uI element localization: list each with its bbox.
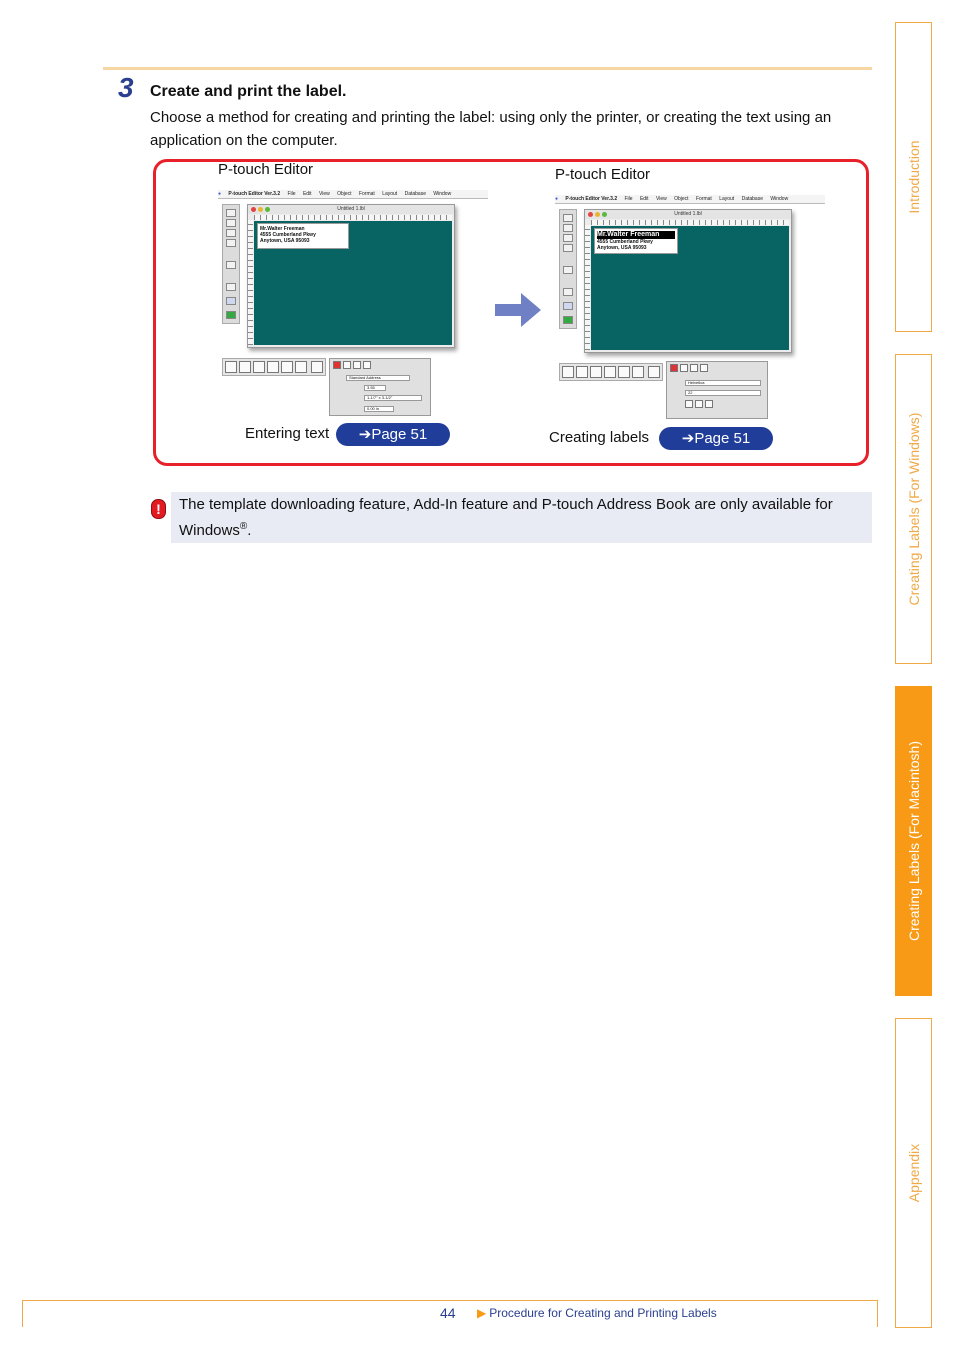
method-1-caption: Entering text (245, 425, 330, 442)
font-size-select[interactable]: 22 (685, 390, 761, 396)
zoom-tool-icon[interactable] (563, 288, 573, 296)
toolbar-button-4[interactable] (267, 361, 279, 373)
line-tool-icon[interactable] (226, 229, 236, 237)
menu-view[interactable]: View (318, 191, 330, 197)
toolbar-button-3[interactable] (253, 361, 265, 373)
toolbar-button-1[interactable] (225, 361, 237, 373)
menu-object[interactable]: Object (337, 191, 352, 197)
menu-bar (555, 195, 825, 204)
menu-layout[interactable]: Layout (719, 196, 735, 202)
paper-tab-icon[interactable] (670, 364, 678, 372)
side-tab-introduction[interactable] (895, 22, 932, 332)
horizontal-ruler (591, 220, 789, 225)
bold-style-icon[interactable] (685, 400, 693, 408)
menu-format[interactable]: Format (695, 196, 712, 202)
note-text: The template downloading feature, Add-In feature and P-touch Address Book are only available for Windows (179, 496, 833, 539)
vertical-ruler (248, 220, 253, 345)
toolbar-button-7[interactable] (311, 361, 323, 373)
layout-toolbar (222, 358, 326, 376)
footer-rule (22, 1300, 878, 1301)
method-2-caption: Creating labels (549, 429, 650, 446)
menu-app[interactable]: P-touch Editor Ver.3.2 (228, 191, 281, 197)
frame-tool-icon[interactable] (563, 266, 573, 274)
label-line-street: 4555 Cumberland Pkwy (260, 232, 316, 238)
text-tool-icon[interactable] (226, 219, 236, 227)
side-tab-label: Creating Labels (For Windows) (905, 412, 922, 606)
section-rule (103, 67, 872, 70)
step-number: 3 (118, 72, 134, 103)
vertical-ruler (585, 225, 590, 350)
footer-link[interactable] (477, 1306, 717, 1320)
print-tab-icon[interactable] (363, 361, 371, 369)
select-tool-icon[interactable] (563, 214, 573, 222)
shape-tool-icon[interactable] (226, 239, 236, 247)
menu-app[interactable]: P-touch Editor Ver.3.2 (565, 196, 618, 202)
toolbar-button-1[interactable] (562, 366, 574, 378)
label-line-city: Anytown, USA 95093 (597, 245, 647, 251)
layout-tab-icon[interactable] (353, 361, 361, 369)
layout-toolbar (559, 363, 663, 381)
side-tab-label: Introduction (905, 140, 922, 214)
side-tab-appendix[interactable] (895, 1018, 932, 1328)
tool-palette (222, 204, 240, 324)
italic-style-icon[interactable] (695, 400, 703, 408)
method-1-app-label: P-touch Editor (218, 161, 314, 178)
warning-icon: ! (151, 499, 166, 519)
menu-edit[interactable]: Edit (302, 191, 312, 197)
property-palette (329, 358, 431, 416)
step-title: Create and print the label. (150, 83, 347, 100)
zoom-icon[interactable] (602, 212, 607, 217)
outline-style-icon[interactable] (705, 400, 713, 408)
method-2-page-link[interactable]: ➔Page 51 (659, 427, 773, 450)
text-tool-icon[interactable] (563, 224, 573, 232)
menu-database[interactable]: Database (741, 196, 763, 202)
method-2-app-label: P-touch Editor (555, 166, 651, 183)
right-arrow-icon (495, 293, 541, 327)
close-icon[interactable] (251, 207, 256, 212)
print-tool-icon[interactable] (226, 311, 236, 319)
print-tab-icon[interactable] (700, 364, 708, 372)
length-field[interactable]: 3.55 (364, 385, 386, 391)
side-tab-windows[interactable] (895, 354, 932, 664)
menu-file[interactable]: File (624, 196, 633, 202)
database-tool-icon[interactable] (226, 297, 236, 305)
screenshot-creating-labels (555, 195, 827, 425)
toolbar-button-4[interactable] (604, 366, 616, 378)
menu-file[interactable]: File (287, 191, 296, 197)
margin-field[interactable]: 0.00 in (364, 406, 394, 412)
side-tab-label: Appendix (905, 1143, 922, 1203)
paper-tab-icon[interactable] (333, 361, 341, 369)
select-tool-icon[interactable] (226, 209, 236, 217)
media-select[interactable]: Standard Address (346, 375, 410, 381)
menu-window[interactable]: Window (433, 191, 452, 197)
toolbar-button-2[interactable] (576, 366, 588, 378)
apple-icon: ● (555, 196, 559, 202)
address-label[interactable] (257, 223, 349, 249)
editor-window (247, 204, 455, 348)
toolbar-button-5[interactable] (618, 366, 630, 378)
editor-window (584, 209, 792, 353)
minimize-icon[interactable] (258, 207, 263, 212)
page-number: 44 (440, 1305, 456, 1321)
tool-palette (559, 209, 577, 329)
layout-tab-icon[interactable] (690, 364, 698, 372)
side-tab-label: Creating Labels (For Macintosh) (905, 741, 922, 941)
note-box (171, 492, 872, 543)
footer-right-tick (877, 1300, 878, 1327)
horizontal-ruler (254, 215, 452, 220)
toolbar-button-3[interactable] (590, 366, 602, 378)
line-tool-icon[interactable] (563, 234, 573, 242)
toolbar-button-7[interactable] (648, 366, 660, 378)
menu-format[interactable]: Format (358, 191, 375, 197)
menu-window[interactable]: Window (770, 196, 789, 202)
step-description: Choose a method for creating and printing the label: using only the printer, or creating the text using an application on the computer. (150, 109, 832, 149)
frame-tool-icon[interactable] (226, 261, 236, 269)
menu-view[interactable]: View (655, 196, 667, 202)
note-end: . (247, 522, 252, 539)
size-field[interactable]: 1-1/7" x 3-1/2" (364, 395, 422, 401)
toolbar-button-6[interactable] (632, 366, 644, 378)
address-label[interactable] (594, 228, 678, 254)
menu-database[interactable]: Database (404, 191, 426, 197)
label-line-street: 4555 Cumberland Pkwy (597, 239, 653, 245)
toolbar-button-2[interactable] (239, 361, 251, 373)
toolbar-button-5[interactable] (281, 361, 293, 373)
footer-link-text: Procedure for Creating and Printing Labels (489, 1306, 717, 1320)
font-select[interactable]: Helvetica (685, 380, 761, 386)
menu-bar (218, 190, 488, 199)
shape-tool-icon[interactable] (563, 244, 573, 252)
close-icon[interactable] (588, 212, 593, 217)
zoom-icon[interactable] (265, 207, 270, 212)
label-line-city: Anytown, USA 95093 (260, 238, 310, 244)
side-tab-macintosh[interactable] (895, 686, 932, 996)
text-property-palette (666, 361, 768, 419)
triangle-right-icon: ▶ (477, 1306, 487, 1320)
database-tool-icon[interactable] (563, 302, 573, 310)
method-1-page-link[interactable]: ➔Page 51 (336, 423, 450, 446)
print-tool-icon[interactable] (563, 316, 573, 324)
window-title: Untitled 1.lbl (248, 205, 454, 214)
zoom-tool-icon[interactable] (226, 283, 236, 291)
screenshot-entering-text (218, 190, 490, 420)
label-line-name-selected: Mr.Walter Freeman (597, 231, 675, 239)
minimize-icon[interactable] (595, 212, 600, 217)
menu-layout[interactable]: Layout (382, 191, 398, 197)
apple-icon: ● (218, 191, 222, 197)
footer-left-tick (22, 1300, 23, 1327)
text-tab-icon[interactable] (680, 364, 688, 372)
menu-edit[interactable]: Edit (639, 196, 649, 202)
menu-object[interactable]: Object (674, 196, 689, 202)
window-title: Untitled 1.lbl (585, 210, 791, 219)
toolbar-button-6[interactable] (295, 361, 307, 373)
text-tab-icon[interactable] (343, 361, 351, 369)
note-registered-mark: ® (239, 521, 248, 532)
label-line-name: Mr.Walter Freeman (260, 226, 305, 232)
